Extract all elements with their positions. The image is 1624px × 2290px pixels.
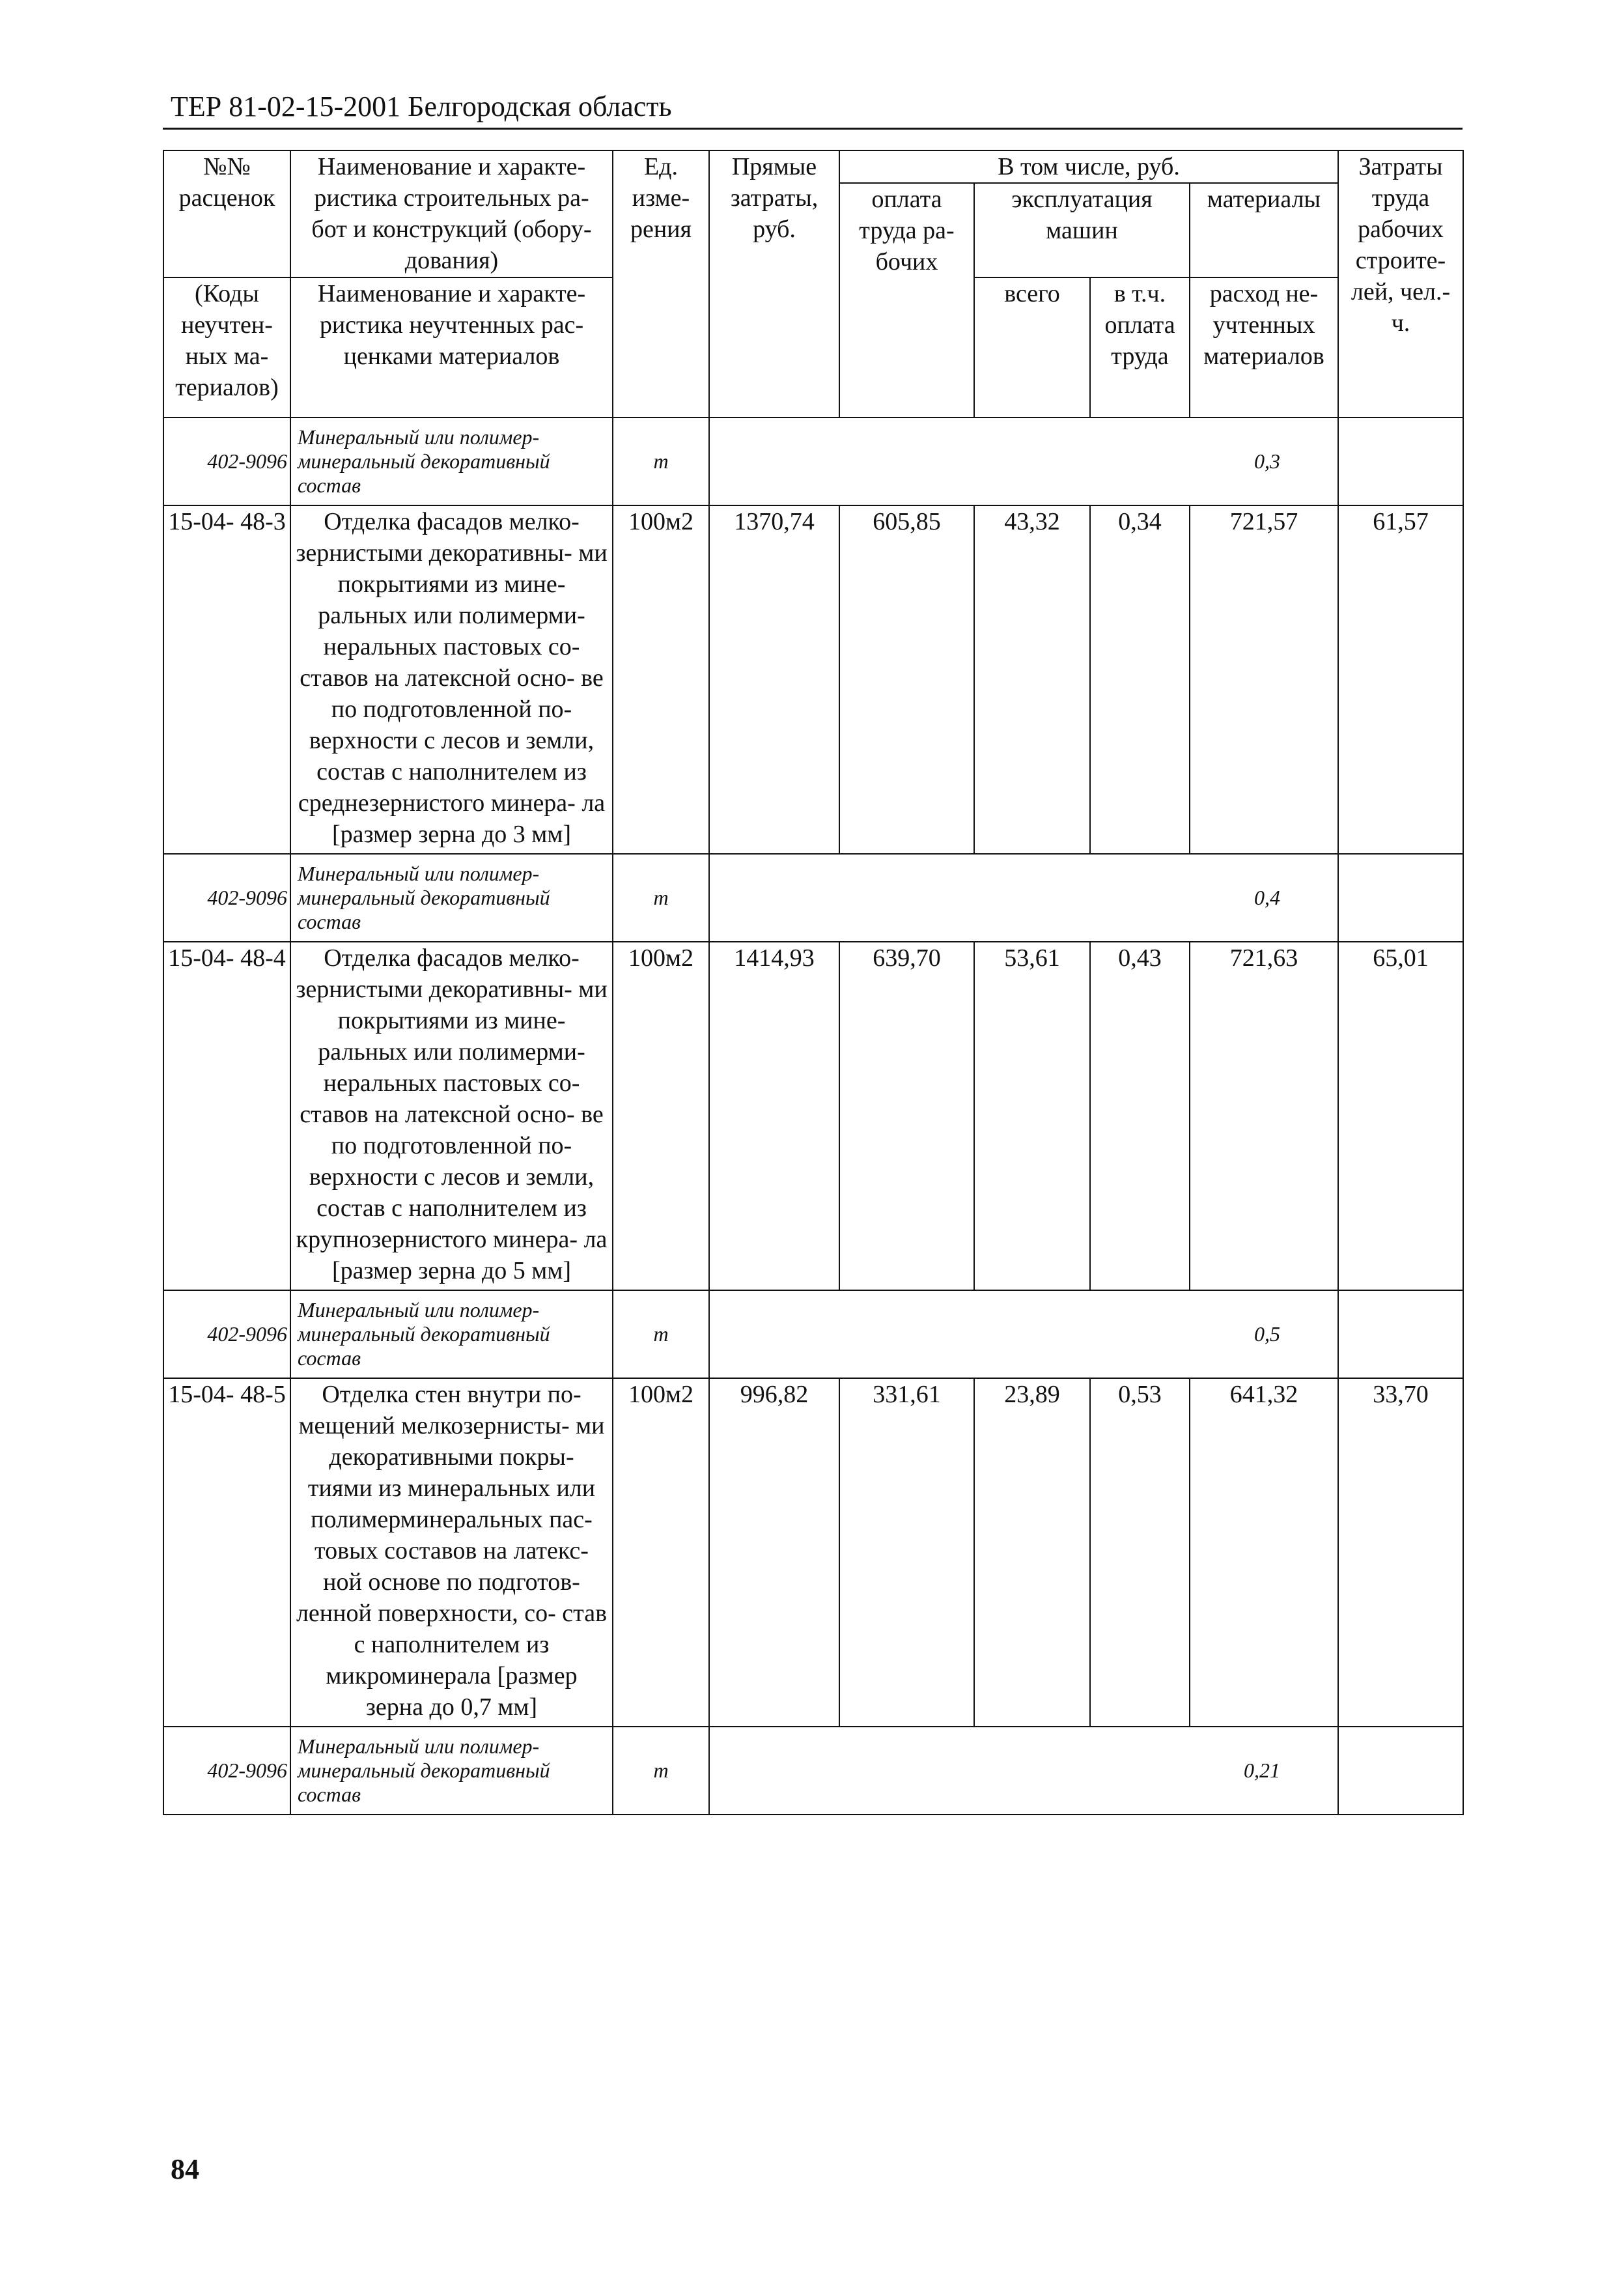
rate-unit: 100м2 [613,505,709,854]
rate-machines-pay: 0,43 [1090,942,1190,1290]
rate-direct-costs: 1414,93 [709,942,839,1290]
rate-worker-hours: 61,57 [1338,505,1463,854]
material-empty-cell [1338,854,1463,942]
material-code: 402-9096 [163,417,290,505]
header-including: В том числе, руб. [839,150,1338,183]
rate-machines-total: 53,61 [974,942,1090,1290]
rate-unit: 100м2 [613,942,709,1290]
material-qty: 0,4 [709,854,1338,942]
header-row [163,150,1463,183]
rate-machines-pay: 0,34 [1090,505,1190,854]
header-code: №№ расценок [163,150,290,277]
rate-direct-costs: 996,82 [709,1378,839,1727]
header-material-name: Наименование и характе- ристика неучтенных рас- ценками материалов [290,277,613,417]
rate-row [163,1378,1463,1727]
header-name: Наименование и характе- ристика строительных ра- бот и конструкций (обору- дования) [290,150,613,277]
rate-row [163,505,1463,854]
material-qty: 0,21 [709,1727,1338,1815]
header-unit: Ед. изме- рения [613,150,709,417]
header-rule [163,128,1463,130]
rate-description: Отделка фасадов мелко- зернистыми декоративны- ми покрытиями из мине- ральных или полимерми- неральных пастовых со- ставов на латексной осно- ве по подготовленной по- верхности с лесов и земли, состав с наполнителем из среднезернистого минера- ла [размер зерна до 3 мм] [290,505,613,854]
material-unit: т [613,1727,709,1815]
rate-materials: 641,32 [1190,1378,1338,1727]
material-code: 402-9096 [163,1727,290,1815]
header-machines-pay: в т.ч. оплата труда [1090,277,1190,417]
header-worker-hours: Затраты труда рабочих строите- лей, чел.-ч. [1338,150,1463,417]
material-row [163,1727,1463,1815]
material-row [163,854,1463,942]
header-labor-pay: оплата труда ра- бочих [839,183,974,417]
material-empty-cell [1338,1727,1463,1815]
rate-machines-pay: 0,53 [1090,1378,1190,1727]
material-name: Минеральный или полимер- минеральный декоративный состав [290,854,613,942]
material-row [163,417,1463,505]
material-code: 402-9096 [163,854,290,942]
page-number: 84 [171,2153,199,2185]
rate-code: 15-04- 48-5 [163,1378,290,1727]
rate-labor-pay: 605,85 [839,505,974,854]
rate-description: Отделка стен внутри по- мещений мелкозернисты- ми декоративными покры- тиями из минеральных или полимерминеральных пас- товых составов на латекс- ной основе по подготов- ленной поверхности, со- став с наполнителем из микроминерала [размер зерна до 0,7 мм] [290,1378,613,1727]
material-qty: 0,3 [709,417,1338,505]
material-name: Минеральный или полимер- минеральный декоративный состав [290,1727,613,1815]
material-name: Минеральный или полимер- минеральный декоративный состав [290,1290,613,1378]
header-machines-total: всего [974,277,1090,417]
rate-description: Отделка фасадов мелко- зернистыми декоративны- ми покрытиями из мине- ральных или полимерми- неральных пастовых со- ставов на латексной осно- ве по подготовленной по- верхности с лесов и земли, состав с наполнителем из крупнозернистого минера- ла [размер зерна до 5 мм] [290,942,613,1290]
rate-machines-total: 43,32 [974,505,1090,854]
rate-worker-hours: 65,01 [1338,942,1463,1290]
material-unit: т [613,1290,709,1378]
material-name: Минеральный или полимер- минеральный декоративный состав [290,417,613,505]
rates-table [163,150,1464,1815]
header-materials: материалы [1190,183,1338,277]
material-qty: 0,5 [709,1290,1338,1378]
rate-materials: 721,63 [1190,942,1338,1290]
rate-direct-costs: 1370,74 [709,505,839,854]
rate-code: 15-04- 48-4 [163,942,290,1290]
rate-worker-hours: 33,70 [1338,1378,1463,1727]
material-row [163,1290,1463,1378]
rate-unit: 100м2 [613,1378,709,1727]
header-direct-costs: Прямые затраты, руб. [709,150,839,417]
running-head: ТЕР 81-02-15-2001 Белгородская область [171,91,672,122]
rate-row [163,942,1463,1290]
header-material-qty: расход не- учтенных материалов [1190,277,1338,417]
material-code: 402-9096 [163,1290,290,1378]
material-unit: т [613,854,709,942]
rate-materials: 721,57 [1190,505,1338,854]
header-material-code: (Коды неучтен- ных ма- териалов) [163,277,290,417]
material-empty-cell [1338,1290,1463,1378]
rate-code: 15-04- 48-3 [163,505,290,854]
rate-labor-pay: 331,61 [839,1378,974,1727]
material-unit: т [613,417,709,505]
material-empty-cell [1338,417,1463,505]
rate-labor-pay: 639,70 [839,942,974,1290]
header-machines: эксплуатация машин [974,183,1190,277]
rate-machines-total: 23,89 [974,1378,1090,1727]
